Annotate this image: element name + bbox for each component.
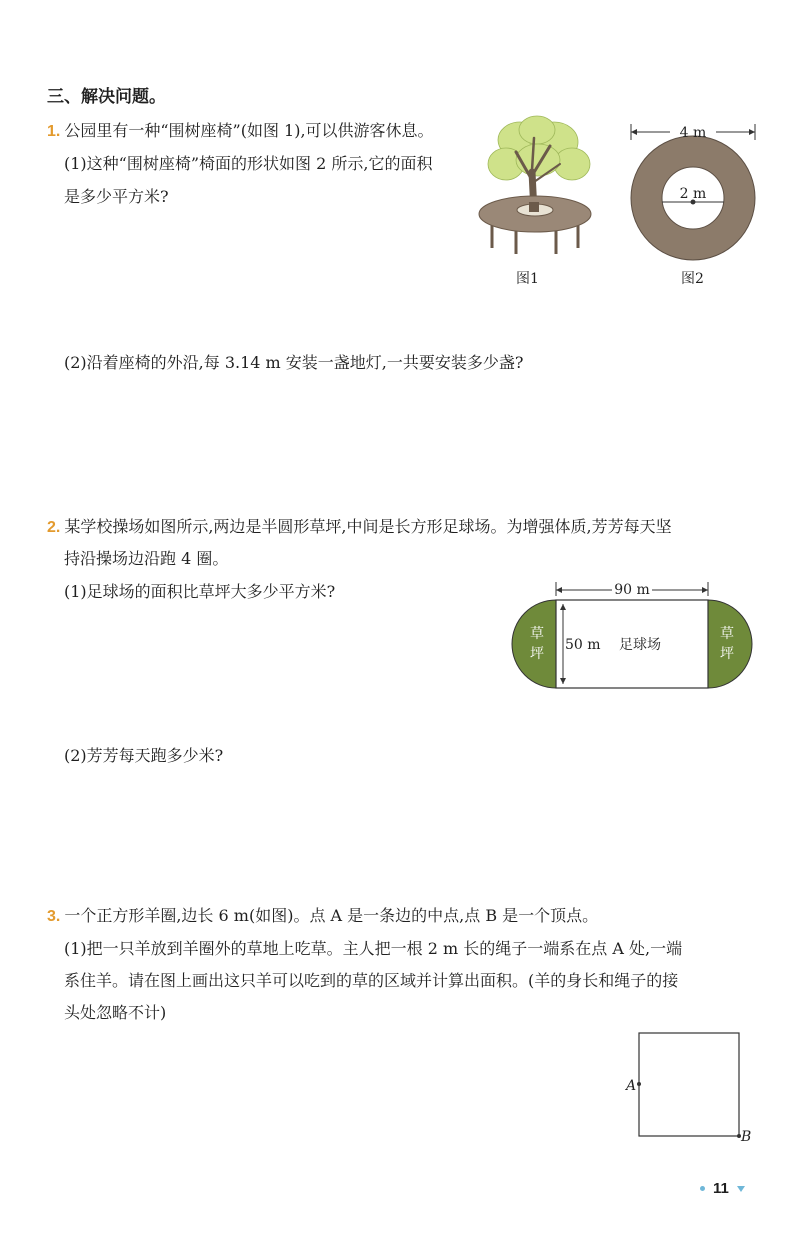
playground-width-label: 50 m (565, 637, 601, 653)
figure-2-inner-label: 2 m (679, 186, 707, 202)
question-3-stem (47, 905, 598, 928)
grass-right-label-bottom: 坪 (720, 646, 734, 662)
question-2-part2: (2)芳芳每天跑多少米? (64, 746, 224, 765)
page-dot-right-icon (737, 1186, 745, 1192)
section-title: 三、解决问题。 (47, 87, 166, 107)
figure-2-caption: 图2 (681, 271, 704, 287)
point-a-marker (637, 1082, 641, 1086)
question-2-text: 某学校操场如图所示,两边是半圆形草坪,中间是长方形足球场。为增强体质,芳芳每天坚 (64, 517, 672, 536)
point-b-label: B (741, 1129, 752, 1145)
question-3-number: 3. (47, 908, 61, 925)
question-2-stem-line1 (47, 516, 672, 539)
question-3-part1-line3: 头处忽略不计) (64, 1003, 167, 1022)
figure-1-tree-bench (472, 112, 602, 262)
page-footer (700, 1180, 745, 1197)
playground-length-label: 90 m (614, 582, 650, 598)
question-3-part1-line1: (1)把一只羊放到羊圈外的草地上吃草。主人把一根 2 m 长的绳子一端系在点 A 处,一端 (64, 939, 683, 958)
page-dot-left-icon (700, 1186, 705, 1191)
figure-playground (508, 574, 760, 694)
question-1-stem (47, 120, 434, 143)
page-number: 11 (713, 1180, 729, 1197)
figure-square-pen (618, 1026, 758, 1150)
question-3-text: 一个正方形羊圈,边长 6 m(如图)。点 A 是一条边的中点,点 B 是一个顶点。 (64, 906, 599, 925)
question-3-part1-line2: 系住羊。请在图上画出这只羊可以吃到的草的区域并计算出面积。(羊的身长和绳子的接 (64, 971, 679, 990)
question-2-part1: (1)足球场的面积比草坪大多少平方米? (64, 582, 336, 601)
grass-right-label-top: 草 (720, 626, 734, 642)
point-a-label: A (626, 1078, 637, 1094)
figure-1-caption: 图1 (516, 271, 539, 287)
question-1-part1-line2: 是多少平方米? (64, 187, 169, 206)
grass-left-label-bottom: 坪 (530, 646, 544, 662)
question-1-number: 1. (47, 123, 61, 140)
question-2-number: 2. (47, 519, 61, 536)
question-1-text: 公园里有一种“围树座椅”(如图 1),可以供游客休息。 (64, 121, 434, 140)
playground-field-label: 足球场 (619, 637, 661, 653)
question-1-part2: (2)沿着座椅的外沿,每 3.14 m 安装一盏地灯,一共要安装多少盏? (64, 353, 524, 372)
figure-2-ring (626, 118, 766, 268)
figure-2-outer-label: 4 m (679, 125, 707, 141)
grass-left-label-top: 草 (530, 626, 544, 642)
question-2-stem-line2: 持沿操场边沿跑 4 圈。 (64, 549, 229, 568)
question-1-part1-line1: (1)这种“围树座椅”椅面的形状如图 2 所示,它的面积 (64, 154, 433, 173)
